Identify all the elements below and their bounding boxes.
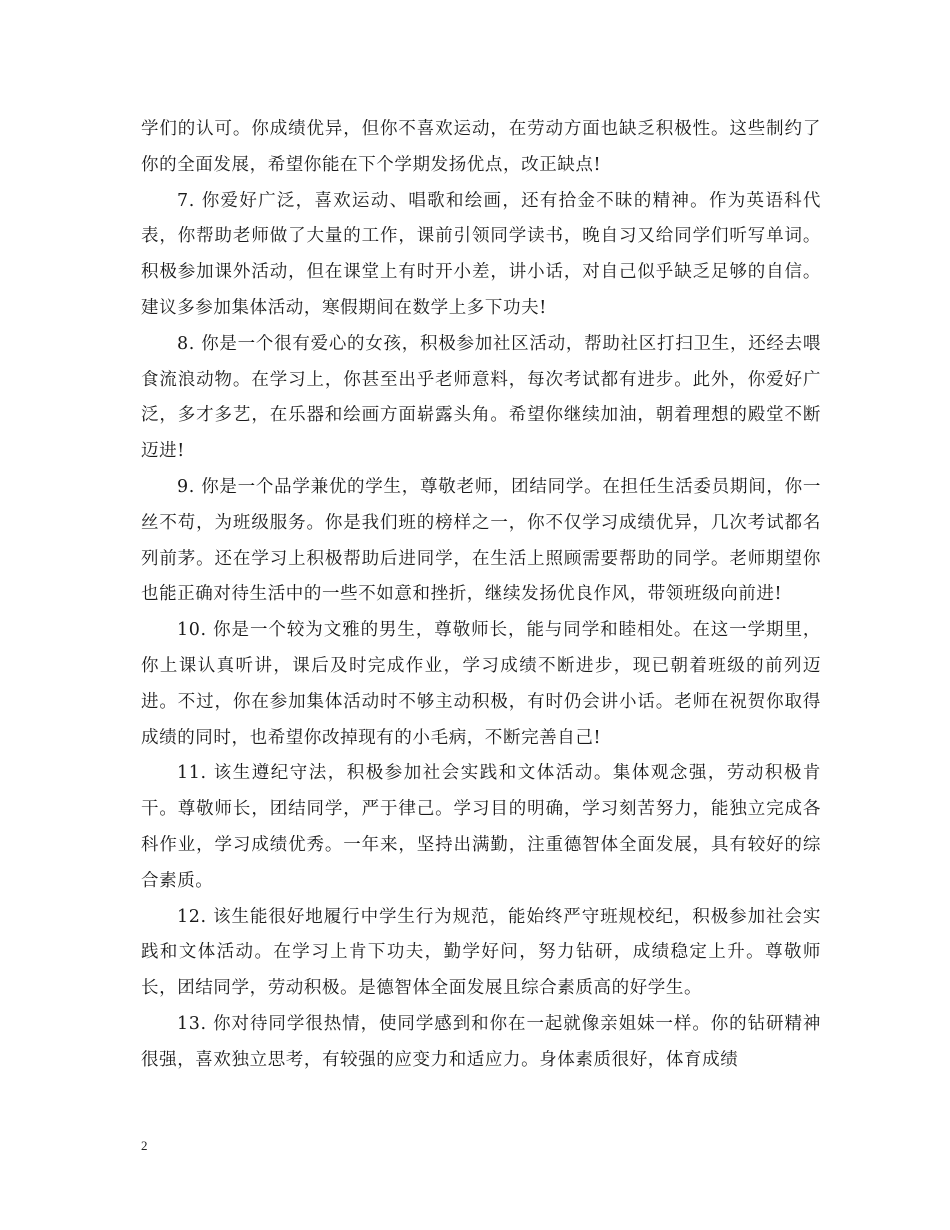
paragraph-9: 9. 你是一个品学兼优的学生，尊敬老师，团结同学。在担任生活委员期间，你一丝不苟，为班级服务。你是我们班的榜样之一，你不仅学习成绩优异，几次考试都名列前茅。还在学习上积极帮助后进同学，在生活上照顾需要帮助的同学。老师期望你也能正确对待生活中的一些不如意和挫折，继续发扬优良作风，带领班级向前进! — [141, 476, 821, 605]
paragraph-10: 10. 你是一个较为文雅的男生，尊敬师长，能与同学和睦相处。在这一学期里，你上课认真听讲，课后及时完成作业，学习成绩不断进步，现已朝着班级的前列迈进。不过，你在参加集体活动时不够主动积极，有时仍会讲小话。老师在祝贺你取得成绩的同时，也希望你改掉现有的小毛病，不断完善自己! — [141, 620, 821, 748]
paragraph-11: 11. 该生遵纪守法，积极参加社会实践和文体活动。集体观念强，劳动积极肯干。尊敬师长，团结同学，严于律己。学习目的明确，学习刻苦努力，能独立完成各科作业，学习成绩优秀。一年来，坚持出满勤，注重德智体全面发展，具有较好的综合素质。 — [141, 763, 821, 891]
body-text — [141, 112, 821, 1079]
paragraph-12: 12. 该生能很好地履行中学生行为规范，能始终严守班规校纪，积极参加社会实践和文体活动。在学习上肯下功夫，勤学好问，努力钻研，成绩稳定上升。尊敬师长，团结同学，劳动积极。是德智体全面发展且综合素质高的好学生。 — [141, 906, 821, 999]
paragraph-7: 7. 你爱好广泛，喜欢运动、唱歌和绘画，还有拾金不昧的精神。作为英语科代表，你帮助老师做了大量的工作，课前引领同学读书，晚自习又给同学们听写单词。积极参加课外活动，但在课堂上有时开小差，讲小话，对自己似乎缺乏足够的自信。建议多参加集体活动，寒假期间在数学上多下功夫! — [141, 190, 821, 318]
page-number: 2 — [141, 1138, 148, 1153]
paragraph-13: 13. 你对待同学很热情，使同学感到和你在一起就像亲姐妹一样。你的钻研精神很强，喜欢独立思考，有较强的应变力和适应力。身体素质很好，体育成绩 — [141, 1013, 821, 1070]
paragraph-8: 8. 你是一个很有爱心的女孩，积极参加社区活动，帮助社区打扫卫生，还经去喂食流浪动物。在学习上，你甚至出乎老师意料，每次考试都有进步。此外，你爱好广泛，多才多艺，在乐器和绘画方面崭露头角。希望你继续加油，朝着理想的殿堂不断迈进! — [141, 333, 821, 462]
paragraph-continuation: 学们的认可。你成绩优异，但你不喜欢运动，在劳动方面也缺乏积极性。这些制约了你的全面发展，希望你能在下个学期发扬优点，改正缺点! — [141, 119, 821, 175]
